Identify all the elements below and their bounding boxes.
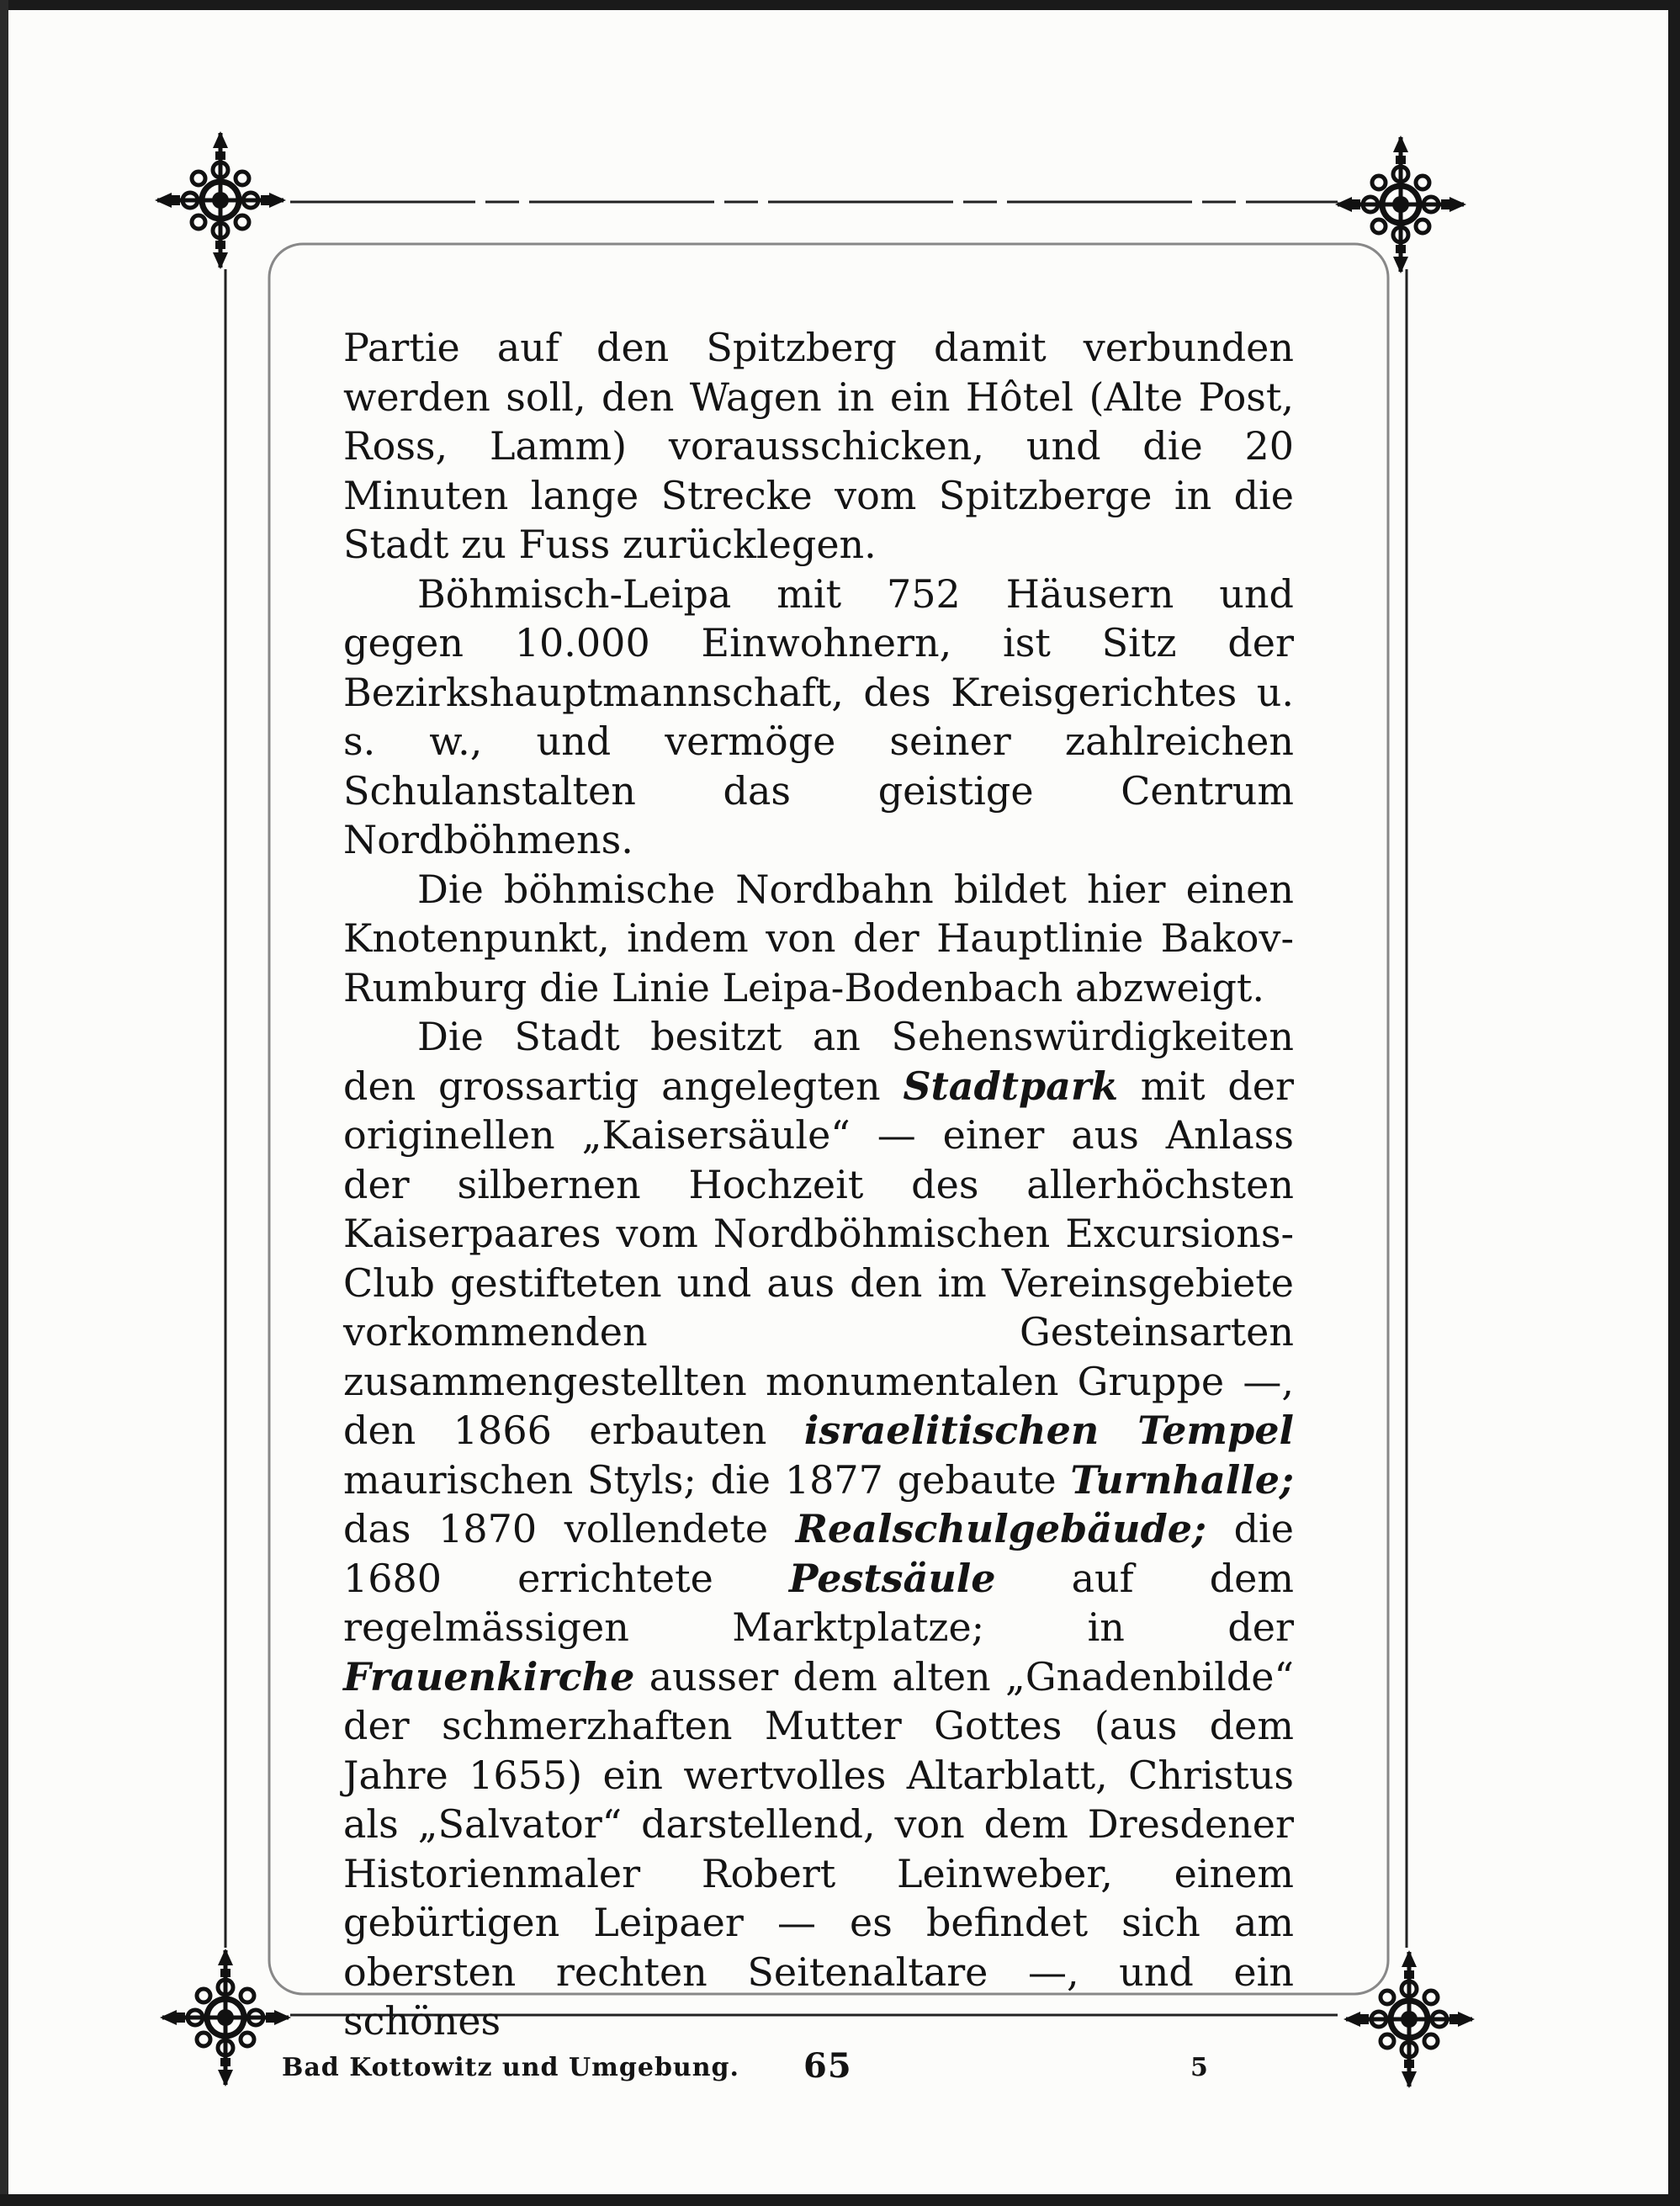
text-run: Die Stadt besitzt an Sehenswürdigkeiten den grossartig angelegten bbox=[343, 1014, 1294, 1109]
text-run: auf dem regelmässigen Marktplatze; in der bbox=[343, 1555, 1295, 1650]
corner-ornament-bottom-right bbox=[1343, 1950, 1475, 2088]
emphasis-stadtpark: Stadtpark bbox=[903, 1063, 1119, 1109]
paragraph-1: Partie auf den Spitzberg damit verbunden werden soll, den Wagen in ein Hôtel (Alte Post, Ross, Lamm) vorausschicken, und die 20 Minuten lange Strecke vom Spitzberge in die Stadt zu Fuss zurücklegen. bbox=[343, 325, 1294, 567]
running-footer-title: Bad Kottowitz und Umgebung. bbox=[282, 2053, 739, 2082]
text-run: maurischen Styls; die 1877 gebaute bbox=[343, 1456, 1071, 1503]
emphasis-tempel: israelitischen Tempel bbox=[803, 1408, 1294, 1453]
body-text bbox=[343, 323, 1294, 2046]
page-number: 65 bbox=[803, 2046, 852, 2086]
emphasis-realschulgebaeude: Realschulgebäude; bbox=[795, 1506, 1206, 1551]
text-run: mit der originellen „Kaisersäule“ — einer aus Anlass der silbernen Hochzeit des allerhöchsten Kaiserpaares vom Nordböhmischen Excursions-Club gestifteten und aus den im Vereinsgebiete vorkommenden Gesteinsarten zusammengestellten monumentalen Gruppe —, den 1866 erbauten bbox=[343, 1063, 1295, 1453]
corner-ornament-top-left bbox=[155, 131, 286, 269]
paragraph-3: Die böhmische Nordbahn bildet hier einen Knotenpunkt, indem von der Hauptlinie Bakov-Rumburg die Linie Leipa-Bodenbach abzweigt. bbox=[343, 866, 1294, 1010]
emphasis-pestsaeule: Pestsäule bbox=[788, 1555, 996, 1601]
text-run: das 1870 vollendete bbox=[343, 1506, 796, 1551]
emphasis-frauenkirche: Frauenkirche bbox=[343, 1653, 635, 1700]
text-run: die 1680 errichtete bbox=[343, 1506, 1294, 1601]
emphasis-turnhalle: Turnhalle; bbox=[1070, 1456, 1294, 1503]
text-run: ausser dem alten „Gnadenbilde“ der schmerzhaften Mutter Gottes (aus dem Jahre 1655) ein wertvolles Altarblatt, Christus als „Salvator“ darstellend, von dem Dresdener Historienmaler Robert Leinweber, einem gebürtigen Leipaer — es befindet sich am obersten rechten Seitenaltare —, und ein schönes bbox=[343, 1653, 1294, 2044]
paragraph-2: Böhmisch-Leipa mit 752 Häusern und gegen 10.000 Einwohnern, ist Sitz der Bezirkshauptmannschaft, des Kreisgerichtes u. s. w., und vermöge seiner zahlreichen Schulanstalten das geistige Centrum Nordböhmens. bbox=[343, 570, 1294, 862]
paragraph-4 bbox=[343, 1012, 1294, 2046]
corner-ornament-top-right bbox=[1335, 135, 1466, 273]
signature-mark: 5 bbox=[1190, 2053, 1209, 2082]
